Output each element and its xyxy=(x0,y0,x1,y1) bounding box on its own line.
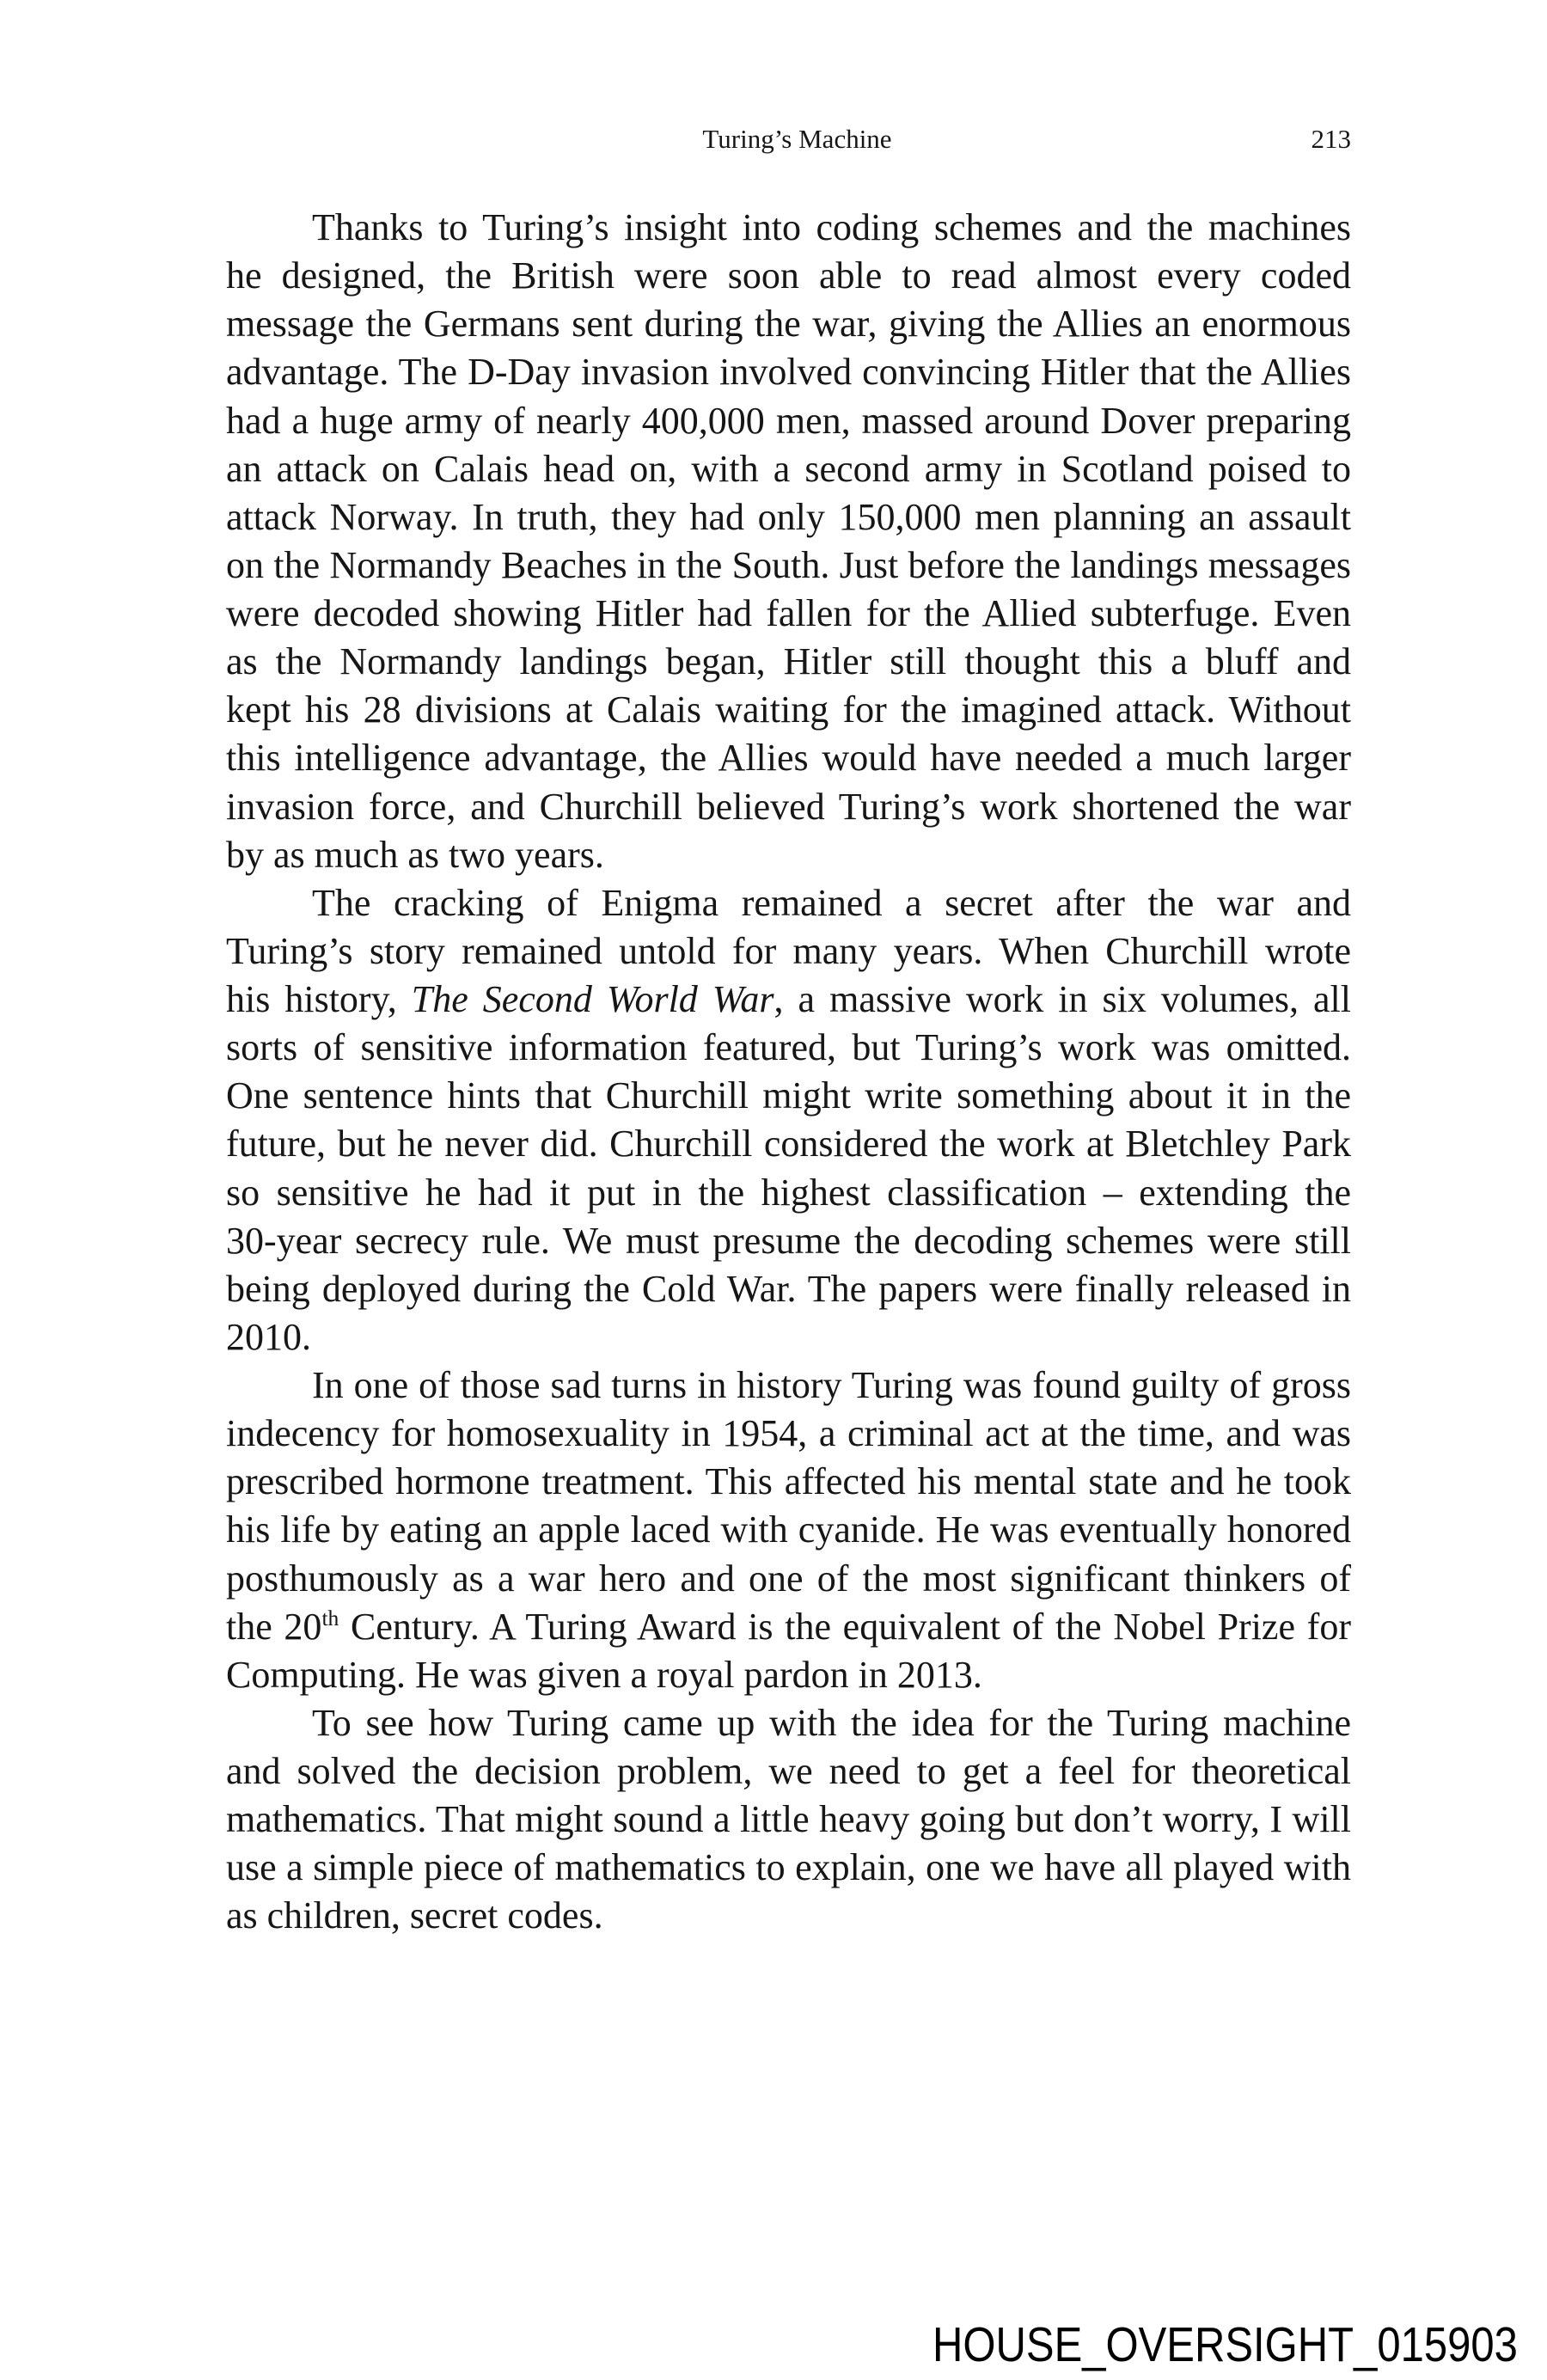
line-text: the 20 xyxy=(226,1605,322,1648)
text-line: 2010. xyxy=(226,1315,311,1358)
paragraph-2 xyxy=(226,879,1351,1361)
text-line: had a huge army of nearly 400,000 men, massed around Dover preparing xyxy=(226,399,1351,442)
text-line: attack Norway. In truth, they had only 150,000 men planning an assault xyxy=(226,495,1351,538)
line-text: , a massive work in six volumes, all xyxy=(774,978,1351,1020)
text-line: To see how Turing came up with the idea for the Turing machine xyxy=(312,1701,1351,1744)
line-text: Century. A Turing Award is the equivalent of the Nobel Prize for xyxy=(339,1605,1351,1648)
text-line: Thanks to Turing’s insight into coding schemes and the machines xyxy=(312,206,1351,248)
text-line: an attack on Calais head on, with a second army in Scotland poised to xyxy=(226,447,1351,490)
text-line xyxy=(226,976,1351,1024)
text-line: as children, secret codes. xyxy=(226,1894,603,1937)
text-line: The cracking of Enigma remained a secret after the war and xyxy=(312,881,1351,924)
text-line: so sensitive he had it put in the highest classification – extending the xyxy=(226,1171,1351,1214)
text-line: kept his 28 divisions at Calais waiting for the imagined attack. Without xyxy=(226,688,1351,731)
text-line: In one of those sad turns in history Turing was found guilty of gross xyxy=(312,1364,1351,1406)
text-line: 30-year secrecy rule. We must presume the decoding schemes were still xyxy=(226,1219,1351,1262)
text-line: message the Germans sent during the war, giving the Allies an enormous xyxy=(226,303,1351,346)
running-title: Turing’s Machine xyxy=(702,124,892,154)
body-text xyxy=(226,204,1351,1941)
line-text: his history, xyxy=(226,978,412,1020)
text-line: and solved the decision problem, we need to get a feel for theoretical xyxy=(226,1750,1351,1792)
page-number: 213 xyxy=(1311,124,1351,154)
text-line: prescribed hormone treatment. This affected his mental state and he took xyxy=(226,1460,1351,1503)
text-line: by as much as two years. xyxy=(226,833,604,876)
ordinal-superscript: th xyxy=(321,1605,339,1631)
text-line xyxy=(226,1603,1351,1651)
bates-stamp: HOUSE_OVERSIGHT_015903 xyxy=(932,2318,1518,2372)
paragraph-4 xyxy=(226,1699,1351,1941)
text-line: Turing’s story remained untold for many years. When Churchill wrote xyxy=(226,929,1351,972)
text-line: Computing. He was given a royal pardon in 2013. xyxy=(226,1653,982,1696)
text-line: advantage. The D-Day invasion involved convincing Hitler that the Allies xyxy=(226,351,1351,394)
text-line: this intelligence advantage, the Allies would have needed a much larger xyxy=(226,737,1351,780)
text-line: as the Normandy landings began, Hitler still thought this a bluff and xyxy=(226,640,1351,683)
paragraph-1 xyxy=(226,204,1351,879)
text-line: mathematics. That might sound a little heavy going but don’t worry, I will xyxy=(226,1798,1351,1841)
book-title-italic: The Second World War xyxy=(411,978,774,1020)
paragraph-3 xyxy=(226,1361,1351,1699)
running-header xyxy=(226,124,1351,155)
text-line: future, but he never did. Churchill considered the work at Bletchley Park xyxy=(226,1123,1351,1166)
text-line: use a simple piece of mathematics to explain, one we have all played with xyxy=(226,1846,1351,1889)
text-line: he designed, the British were soon able to read almost every coded xyxy=(226,254,1351,297)
text-line: indecency for homosexuality in 1954, a criminal act at the time, and was xyxy=(226,1412,1351,1455)
text-line: One sentence hints that Churchill might write something about it in the xyxy=(226,1074,1351,1117)
text-line: sorts of sensitive information featured, but Turing’s work was omitted. xyxy=(226,1026,1351,1069)
text-line: on the Normandy Beaches in the South. Just before the landings messages xyxy=(226,543,1351,586)
text-line: being deployed during the Cold War. The papers were finally released in xyxy=(226,1267,1351,1310)
text-line: posthumously as a war hero and one of the most significant thinkers of xyxy=(226,1557,1351,1600)
text-line: were decoded showing Hitler had fallen for the Allied subterfuge. Even xyxy=(226,592,1351,634)
text-line: invasion force, and Churchill believed Turing’s work shortened the war xyxy=(226,785,1351,828)
text-line: his life by eating an apple laced with cyanide. He was eventually honored xyxy=(226,1508,1351,1551)
